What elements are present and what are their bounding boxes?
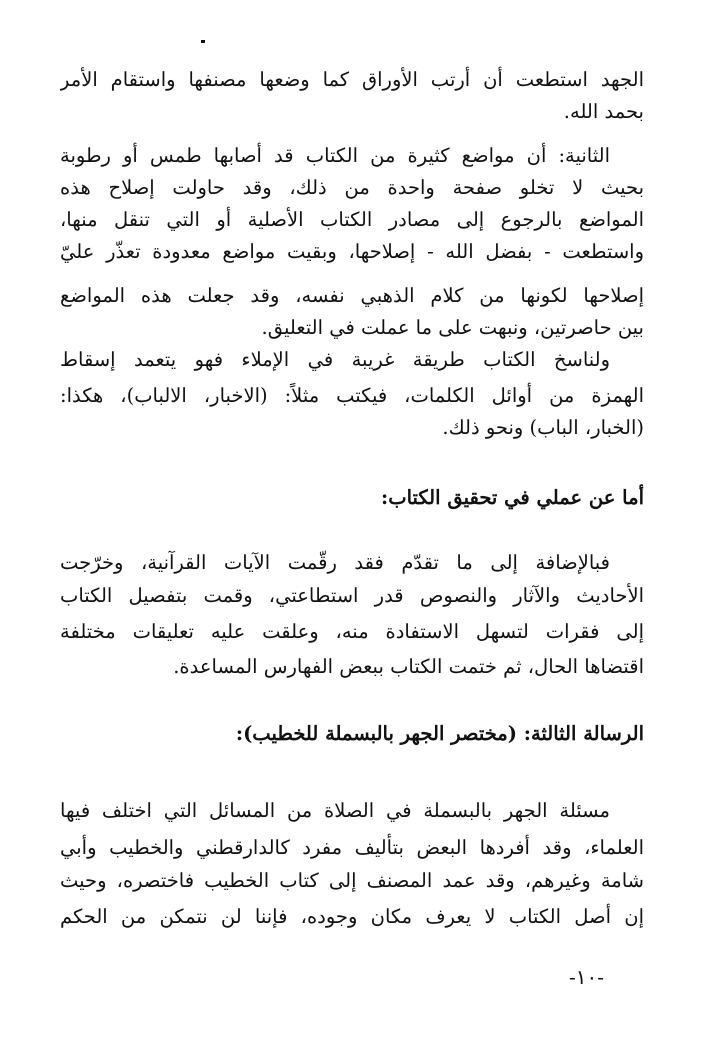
section-heading: أما عن عملي في تحقيق الكتاب:: [381, 486, 644, 509]
body-line: اقتضاها الحال، ثم ختمت الكتاب ببعض الفهارس المساعدة.: [173, 655, 644, 678]
body-line: بحمد الله.: [563, 100, 644, 123]
body-line: بحيث لا تخلو صفحة واحدة من ذلك، وقد حاولت إصلاح هذه: [60, 176, 644, 199]
body-line: ولناسخ الكتاب طريقة غريبة في الإملاء فهو يتعمد إسقاط: [60, 348, 610, 371]
body-line: إصلاحها لكونها من كلام الذهبي نفسه، وقد جعلت هذه المواضع: [60, 284, 644, 307]
page-number: -١٠-: [569, 965, 605, 989]
section-heading: الرسالة الثالثة: (مختصر الجهر بالبسملة للخطيب):: [235, 722, 644, 745]
body-line: العلماء، وقد أفردها البعض بتأليف مفرد كالدارقطني والخطيب وأبي: [60, 836, 644, 859]
body-line: المواضع بالرجوع إلى مصادر الكتاب الأصلية أو التي تنقل منها،: [60, 208, 644, 231]
body-line: إن أصل الكتاب لا يعرف مكان وجوده، فإننا لن نتمكن من الحكم: [60, 905, 644, 928]
body-line: بين حاصرتين، ونبهت على ما عملت في التعليق.: [261, 316, 644, 339]
body-line: الثانية: أن مواضع كثيرة من الكتاب قد أصابها طمس أو رطوبة: [60, 144, 610, 167]
body-line: مسئلة الجهر بالبسملة في الصلاة من المسائل التي اختلف فيها: [60, 799, 610, 822]
top-mark: [201, 40, 205, 43]
body-line: الأحاديث والآثار والنصوص قدر استطاعتي، وقمت بتفصيل الكتاب: [60, 584, 644, 607]
body-line: شامة وغيرهم، وقد عمد المصنف إلى كتاب الخطيب فاختصره، وحيث: [60, 869, 644, 892]
body-line: (الخبار، الباب) ونحو ذلك.: [442, 416, 644, 439]
body-line: الجهد استطعت أن أرتب الأوراق كما وضعها مصنفها واستقام الأمر: [60, 68, 644, 91]
body-line: الهمزة من أوائل الكلمات، فيكتب مثلاً: (الاخبار، الالباب)، هكذا:: [60, 384, 644, 407]
body-line: فبالإضافة إلى ما تقدّم فقد رقّمت الآيات القرآنية، وخرّجت: [60, 551, 610, 574]
body-line: إلى فقرات لتسهل الاستفادة منه، وعلقت عليه تعليقات مختلفة: [60, 620, 644, 643]
body-line: واستطعت - بفضل الله - إصلاحها، وبقيت مواضع معدودة تعذّر عليّ: [60, 240, 644, 263]
